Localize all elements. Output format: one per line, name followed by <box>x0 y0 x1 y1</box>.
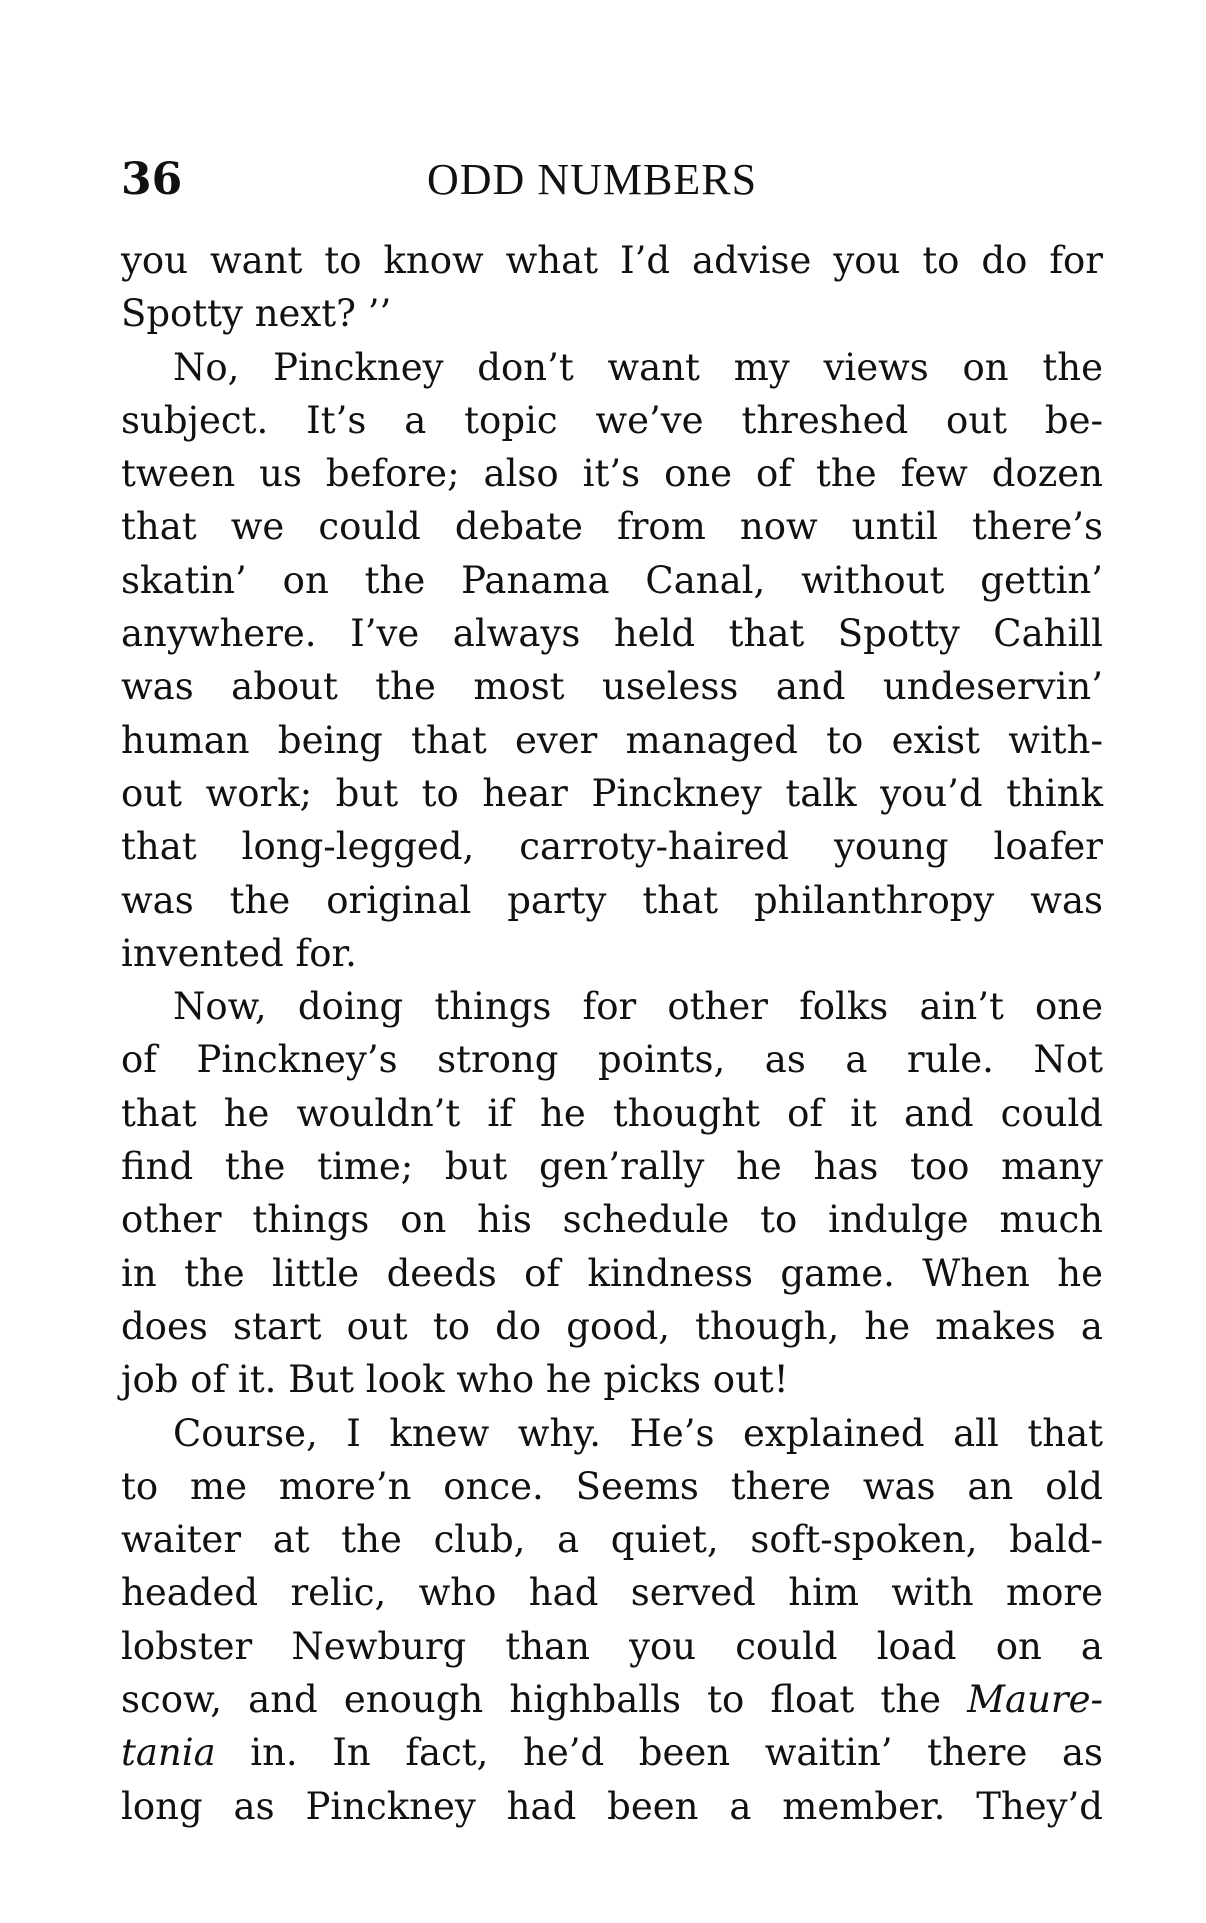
line-text: was about the most useless and undeservin’ <box>121 665 1103 709</box>
line-text: does start out to do good, though, he makes a <box>121 1304 1103 1348</box>
line-text: in the little deeds of kindness game. When he <box>121 1251 1103 1295</box>
text-line <box>121 660 1103 713</box>
text-line <box>121 1407 1103 1460</box>
text-line <box>121 1566 1103 1619</box>
text-line <box>121 1140 1103 1193</box>
text-line <box>121 1620 1103 1673</box>
text-line <box>121 980 1103 1033</box>
line-text: that long-legged, carroty-haired young loafer <box>121 825 1103 869</box>
text-line <box>121 447 1103 500</box>
line-text: waiter at the club, a quiet, soft-spoken, bald- <box>121 1518 1103 1562</box>
line-text: find the time; but gen’rally he has too many <box>121 1145 1103 1189</box>
line-text: invented for. <box>121 931 357 975</box>
line-text: that we could debate from now until there’s <box>121 505 1103 549</box>
text-line <box>121 714 1103 767</box>
body-text <box>121 234 1103 1833</box>
text-line <box>121 1193 1103 1246</box>
line-text: subject. It’s a topic we’ve threshed out be- <box>121 398 1103 442</box>
running-head <box>121 150 1103 210</box>
line-text: out work; but to hear Pinckney talk you’d think <box>121 771 1103 815</box>
text-line <box>121 607 1103 660</box>
text-line <box>121 1780 1103 1833</box>
italic-text: Maure- <box>967 1678 1103 1722</box>
text-line <box>121 394 1103 447</box>
text-line <box>121 1726 1103 1779</box>
book-title: ODD NUMBERS <box>427 155 758 204</box>
line-text: Now, doing things for other folks ain’t one <box>173 985 1103 1029</box>
line-text: scow, and enough highballs to float the <box>121 1678 968 1722</box>
text-line <box>121 287 1103 340</box>
line-text: human being that ever managed to exist with- <box>121 718 1103 762</box>
line-text: Course, I knew why. He’s explained all that <box>173 1411 1103 1455</box>
line-text: to me more’n once. Seems there was an old <box>121 1464 1103 1508</box>
text-line <box>121 1513 1103 1566</box>
line-text: lobster Newburg than you could load on a <box>121 1624 1103 1668</box>
page-number: 36 <box>121 154 183 205</box>
line-text: in. In fact, he’d been waitin’ there as <box>215 1731 1103 1775</box>
text-line <box>121 500 1103 553</box>
text-line <box>121 1673 1103 1726</box>
line-text: tween us before; also it’s one of the few dozen <box>121 452 1103 496</box>
text-line <box>121 554 1103 607</box>
text-line <box>121 820 1103 873</box>
text-line <box>121 1300 1103 1353</box>
text-line <box>121 767 1103 820</box>
text-line <box>121 927 1103 980</box>
text-line <box>121 1033 1103 1086</box>
line-text: job of it. But look who he picks out! <box>121 1358 789 1402</box>
text-line <box>121 1353 1103 1406</box>
line-text: of Pinckney’s strong points, as a rule. Not <box>121 1038 1103 1082</box>
text-line <box>121 234 1103 287</box>
text-line <box>121 1460 1103 1513</box>
line-text: headed relic, who had served him with more <box>121 1571 1103 1615</box>
text-line <box>121 341 1103 394</box>
line-text: you want to know what I’d advise you to do for <box>121 239 1103 282</box>
line-text: was the original party that philanthropy was <box>121 878 1103 922</box>
text-line <box>121 1087 1103 1140</box>
italic-text: tania <box>121 1731 216 1775</box>
line-text: that he wouldn’t if he thought of it and could <box>121 1091 1103 1135</box>
line-text: No, Pinckney don’t want my views on the <box>173 345 1103 389</box>
line-text: Spotty next? ’’ <box>121 292 392 336</box>
line-text: other things on his schedule to indulge much <box>121 1198 1103 1242</box>
line-text: anywhere. I’ve always held that Spotty Cahill <box>121 612 1103 656</box>
text-line <box>121 874 1103 927</box>
line-text: long as Pinckney had been a member. They’d <box>121 1784 1103 1828</box>
text-line <box>121 1247 1103 1300</box>
line-text: skatin’ on the Panama Canal, without gettin’ <box>121 558 1103 602</box>
